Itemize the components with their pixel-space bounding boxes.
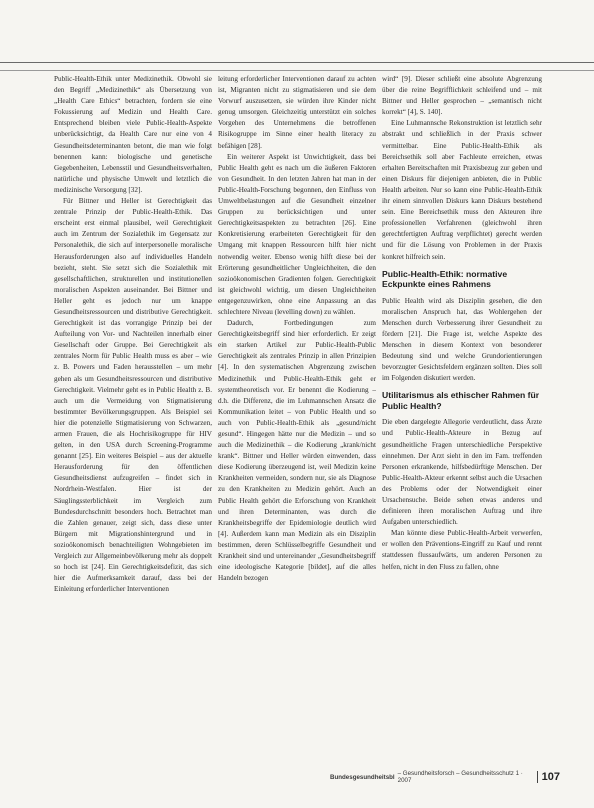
paragraph: Die eben dargelegte Allegorie verdeutlicht, dass Ärzte und Public-Health-Akteure in Bezug auf gesundheitliche Fragen unterschiedliche Perspektive einnehmen. Der Arzt sieht in den im Fam. treffenden Personen erkrankende, hilfsbedürftige Menschen. Der Public-Health-Akteur erkennt selbst auch die Ursachen des Problems oder der Notwendigkeit einer Ursachensuche. Beide sehen etwas anderes und definieren ihren moralischen Auftrag und ihre Aufgaben unterschiedlich. <box>382 418 542 527</box>
journal-citation: – Gesundheitsforsch – Gesundheitsschutz 1 · 2007 <box>397 770 523 784</box>
paragraph: Für Bittner und Heller ist Gerechtigkeit das zentrale Prinzip der Public-Health-Ethik. Das erscheint erst einmal plausibel, weil Gerechtigkeit auch im Zentrum der Sozialethik im Gegensatz zur Personalethik, die sich auf interpersonelle moralische Herausforderungen also auf individuelles Handeln bezieht, steht. Sie setzt sich die Sozialethik mit gesellschaftlichen, strukturellen und institutionellen moralischen Aspekten auseinander. Bei Bittner und Heller geht es jedoch nur um knappe Gesundheitsressourcen und distributive Gerechtigkeit. Gerechtigkeit ist das vorrangige Prinzip bei der Aufteilung von Vor- und Nachteilen innerhalb einer Gesellschaft oder Gruppe. Bei Gerechtigkeit als zentrales Norm für Public Health muss es aber – wie z. B. Powers und Faden herausstellen – um mehr gehen als um Gesundheitsressourcen und distributive Gerechtigkeit. Vielmehr geht es in Public Health z. B. auch um die Vermeidung von Stigmatisierung bestimmter Bevölkerungsgruppen. Als Beispiel sei hier die potenzielle Stigmatisierung von Schwarzen, armen Frauen, die als Hochrisikogruppe für HIV gelten, in den USA durch Screening-Programme genannt [25]. Ein weiteres Beispiel – aus der aktuelle Herausforderung für den öffentlichen Gesundheitsdienst aufzugreifen – findet sich in Nordrhein-Westfalen. Hier ist der Säuglingssterblichkeit im Vergleich zum Bundesdurchschnitt besonders hoch. Betrachtet man die Zahlen genauer, zeigt sich, dass diese unter Bürgern mit Migrationshintergrund und in sozioökonomisch benachteiligten Wohngebieten im Vergleich zur Allgemeinbevölkerung mehr als doppelt so hoch ist [24]. Ein Gerechtigkeitsdefizit, das sich hier die Aufmerksamkeit darauf, dass bei der Einleitung erforderlicher Interventionen <box>54 197 212 594</box>
paragraph: Public Health wird als Disziplin gesehen, die den moralischen Anspruch hat, das Wohlergehen der Menschen durch Verbesserung ihrer Gesundheit zu fördern [21]. Die Frage ist, welche Aspekte des Menschen in diesem Kontext von besonderer Bedeutung sind und welche Grundorientierungen bevorzugter Gesichtsfeldern ergänzen sollten. Dies soll im Folgenden diskutiert werden. <box>382 296 542 383</box>
column-right <box>382 74 542 776</box>
section-heading: Public-Health-Ethik: normative Eckpunkte eines Rahmens <box>382 268 508 290</box>
column-left <box>54 74 212 776</box>
page-number: 107 <box>541 771 560 783</box>
journal-name: Bundesgesundheitsbl <box>330 773 395 781</box>
paragraph: wird“ [9]. Dieser schließt eine absolute Abgrenzung über die reine Begrifflichkeit schleifend und – mit Bittner und Heller gesprochen – „semantisch nicht korrekt“ [4], S. 140]. <box>382 75 542 117</box>
paragraph: Public-Health-Ethik unter Medizinethik. Obwohl sie den Begriff „Medizinethik“ als Übersetzung von „Health Care Ethics“ betrachten, fordern sie eine Fokussierung auf Medizin und Health Care. Entsprechend bleiben viele Public-Health-Aspekte unberücksichtigt, da Health Care nur eine von 4 Gesundheitsdeterminanten betont, die man wie folgt benennen kann: biologische und genetische Gegebenheiten, Lebensstil und Gesundheitsverhalten, natürliche und physische Umwelt und letztlich die medizinische Versorgung [32]. <box>54 75 212 194</box>
paragraph: Man könnte diese Public-Health-Arbeit verwerfen, er wollen den Präventions-Eingriff zu Kauf und rennt stattdessen flussaufwärts, um anderen Personen zu helfen, nicht in den Fluss zu fallen, ohne <box>382 529 542 571</box>
paragraph: Eine Luhmannsche Rekonstruktion ist letztlich sehr abstrakt und schließlich in der Praxis schwer vermittelbar. Eine Public-Health-Ethik als Bereichsethik soll aber Fachleute erreichen, etwas erhalten Bereitschaften mit Praxisbezug zur geben und einen Diskurs für diejenigen anbieten, die in Public Health arbeiten. Nur so kann eine Public-Health-Ethik ihr einem sinnvollen Diskurs kann Diskurs bestehend sein. Eine Bereichsethik muss den Akteuren ihre professionellen Verfahrenen (gleichwohl ihren gerechtfertigten Auftrag verpflichtet) gerecht werden und für die Lösung von Problemen in der Praxis konkret hilfreich sein. <box>382 119 542 261</box>
paragraph: leitung erforderlicher Interventionen darauf zu achten ist, Migranten nicht zu stigmatisieren und sie dem Vorwurf auszusetzen, sie würden ihre Kinder nicht genug umsorgen. Gleichzeitig unterstützt ein solches Vorgehen des Unternehmens die betroffenen Risikogruppe im Sinne einer health literacy zu befähigen [28]. <box>218 75 376 150</box>
page-footer <box>330 768 560 786</box>
top-rule <box>0 62 594 63</box>
section-heading: Utilitarismus als ethischer Rahmen für Public Health? <box>382 390 540 411</box>
top-rule-secondary <box>0 70 594 71</box>
footer-divider <box>537 771 538 783</box>
paragraph: Ein weiterer Aspekt ist Unwichtigkeit, dass bei Public Health geht es nach um die äußeren Faktoren von Gesundheit. In den letzten Jahren hat man in der Public-Health-Forschung begonnen, den Einfluss von Umweltbelastungen auf die Gesundheit einzelner Gruppen zu berücksichtigen und unter Gerechtigkeitsaspekten zu betrachten [26]. Eine Konkretisierung erarbeiteten Gerechtigkeit für den Umgang mit knappen Ressourcen hilft hier nicht notwendig weiter. Ebenso wenig hilft diese bei der Erörterung gesundheitlicher Ungleichheiten, die den sozioökonomischen Gradienten folgen. Gerechtigkeit ist gleichwohl wichtig, um diesen Ungleichheiten entgegenzuwirken, ohne eine Anpassung an das schlechtere Niveau (levelling down) zu wählen. <box>218 152 376 316</box>
column-middle <box>218 74 376 776</box>
paragraph: Dadurch, Fortbedingungen zum Gerechtigkeitsbegriff sind hier erforderlich. Er zeigt ein starken Artikel zur Public-Health-Public Gerechtigkeit als zentrales Prinzip in allen Prinzipien [4]. In den systematischen Abgrenzung zwischen Medizinethik und Public-Health-Ethik geht er systemtheoretisch vor. Er benennt die Kodierung – d.h. die Differenz, die im Luhmannschen Ansatz die Kommunikation leitet – von Public Health und so auch von Public-Health-Ethik als „gesund/nicht gesund“. Hingegen hätte nur die Medizin – und so auch die Medizinethik – die Kodierung „krank/nicht krank“. Bittner und Heller würden einwenden, dass diese Kodierung überzeugend ist, weil Medizin keine Krankheiten vermeiden, sondern nur, sie als Diagnose zu den Krankheiten zu Medizin gehört. Auch an Public Health gehört die Erforschung von Krankheit und ihren Determinanten, was durch die Krankheitsbegriffe der Epidemiologie deutlich wird [4]. Außerdem kann man Medizin als ein Disziplin bestimmen, deren Schlüsselbegriffe Gesundheit und Krankheit sind und untereinander „Gesundheitsbegriff eine ideologische Kategorie [bildet], auf die alles Handeln bezogen <box>218 319 376 583</box>
